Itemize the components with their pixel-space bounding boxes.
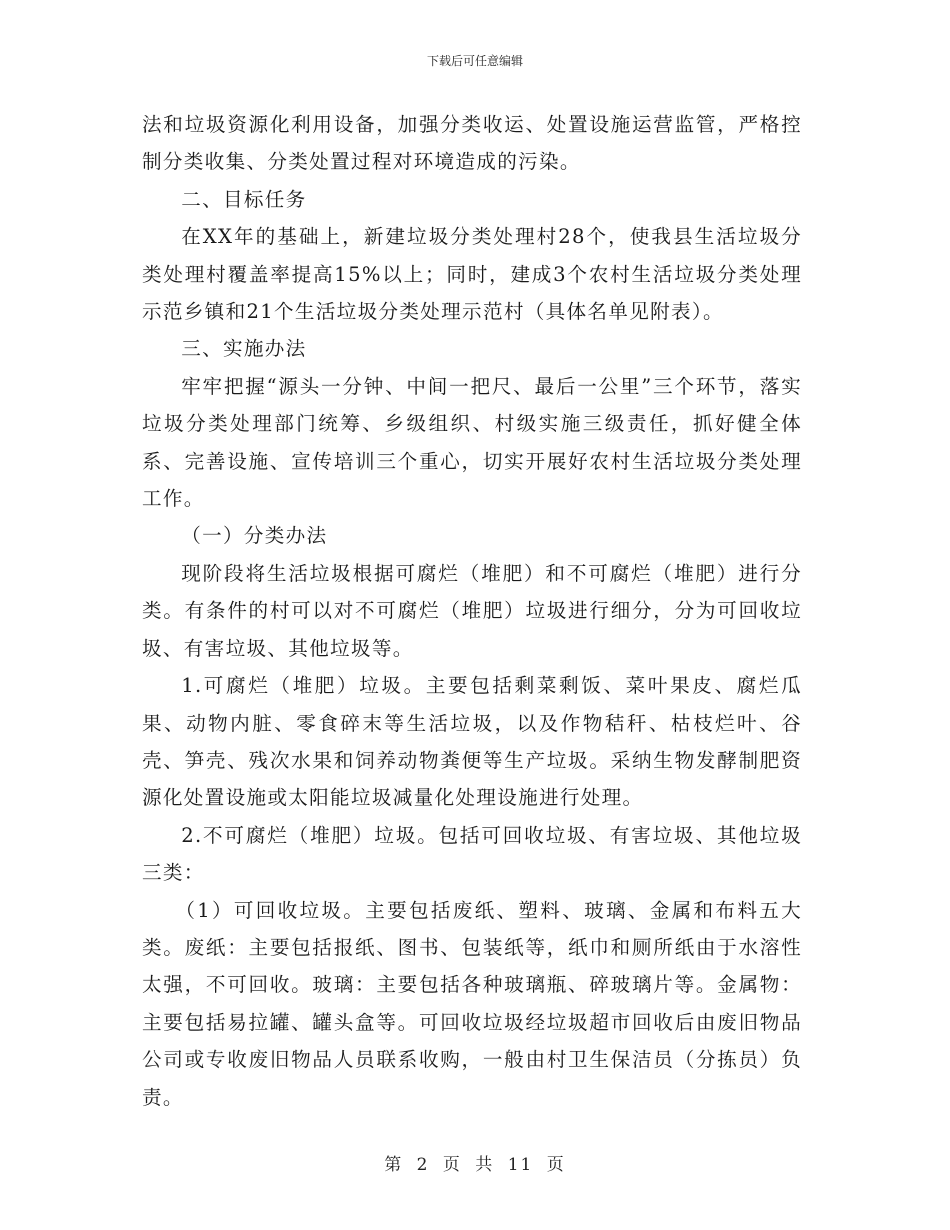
- paragraph-methods: 牢牢把握“源头一分钟、中间一把尺、最后一公里”三个环节，落实垃圾分类处理部门统筹、乡级组织、村级实施三级责任，抓好健全体系、完善设施、宣传培训三个重心，切实开展好农村生活垃圾分类处理工作。: [142, 374, 802, 511]
- section-heading-methods: 三、实施办法: [181, 337, 307, 361]
- page-header: [0, 53, 950, 69]
- page-number: 第 2 页 共 11 页: [384, 1155, 566, 1175]
- header-note: 下载后可任意编辑: [426, 54, 523, 68]
- paragraph-goals: 在XX年的基础上，新建垃圾分类处理村28个，使我县生活垃圾分类处理村覆盖率提高15%以上；同时，建成3个农村生活垃圾分类处理示范乡镇和21个生活垃圾分类处理示范村（具体名单见附表）。: [142, 225, 802, 324]
- paragraph-non-compostable-waste: 2.不可腐烂（堆肥）垃圾。包括可回收垃圾、有害垃圾、其他垃圾三类：: [142, 823, 802, 885]
- subsection-heading-classification: （一）分类办法: [181, 524, 328, 548]
- paragraph-compostable-waste: 1.可腐烂（堆肥）垃圾。主要包括剩菜剩饭、菜叶果皮、腐烂瓜果、动物内脏、零食碎末等生活垃圾，以及作物秸秆、枯枝烂叶、谷壳、笋壳、残次水果和饲养动物粪便等生产垃圾。采纳生物发酵制肥资源化处置设施或太阳能垃圾减量化处理设施进行处理。: [142, 674, 802, 810]
- document-body: [142, 106, 802, 1116]
- paragraph-classification: 现阶段将生活垃圾根据可腐烂（堆肥）和不可腐烂（堆肥）进行分类。有条件的村可以对不可腐烂（堆肥）垃圾进行细分，分为可回收垃圾、有害垃圾、其他垃圾等。: [142, 561, 802, 660]
- paragraph-recyclable-waste: （1）可回收垃圾。主要包括废纸、塑料、玻璃、金属和布料五大类。废纸：主要包括报纸、图书、包装纸等，纸巾和厕所纸由于水溶性太强，不可回收。玻璃：主要包括各种玻璃瓶、碎玻璃片等。金属物：主要包括易拉罐、罐头盒等。可回收垃圾经垃圾超市回收后由废旧物品公司或专收废旧物品人员联系收购，一般由村卫生保洁员（分拣员）负责。: [142, 898, 802, 1109]
- paragraph-continuation: 法和垃圾资源化利用设备，加强分类收运、处置设施运营监管，严格控制分类收集、分类处置过程对环境造成的污染。: [142, 113, 802, 174]
- section-heading-goals: 二、目标任务: [181, 187, 307, 211]
- page-footer: [0, 1153, 950, 1177]
